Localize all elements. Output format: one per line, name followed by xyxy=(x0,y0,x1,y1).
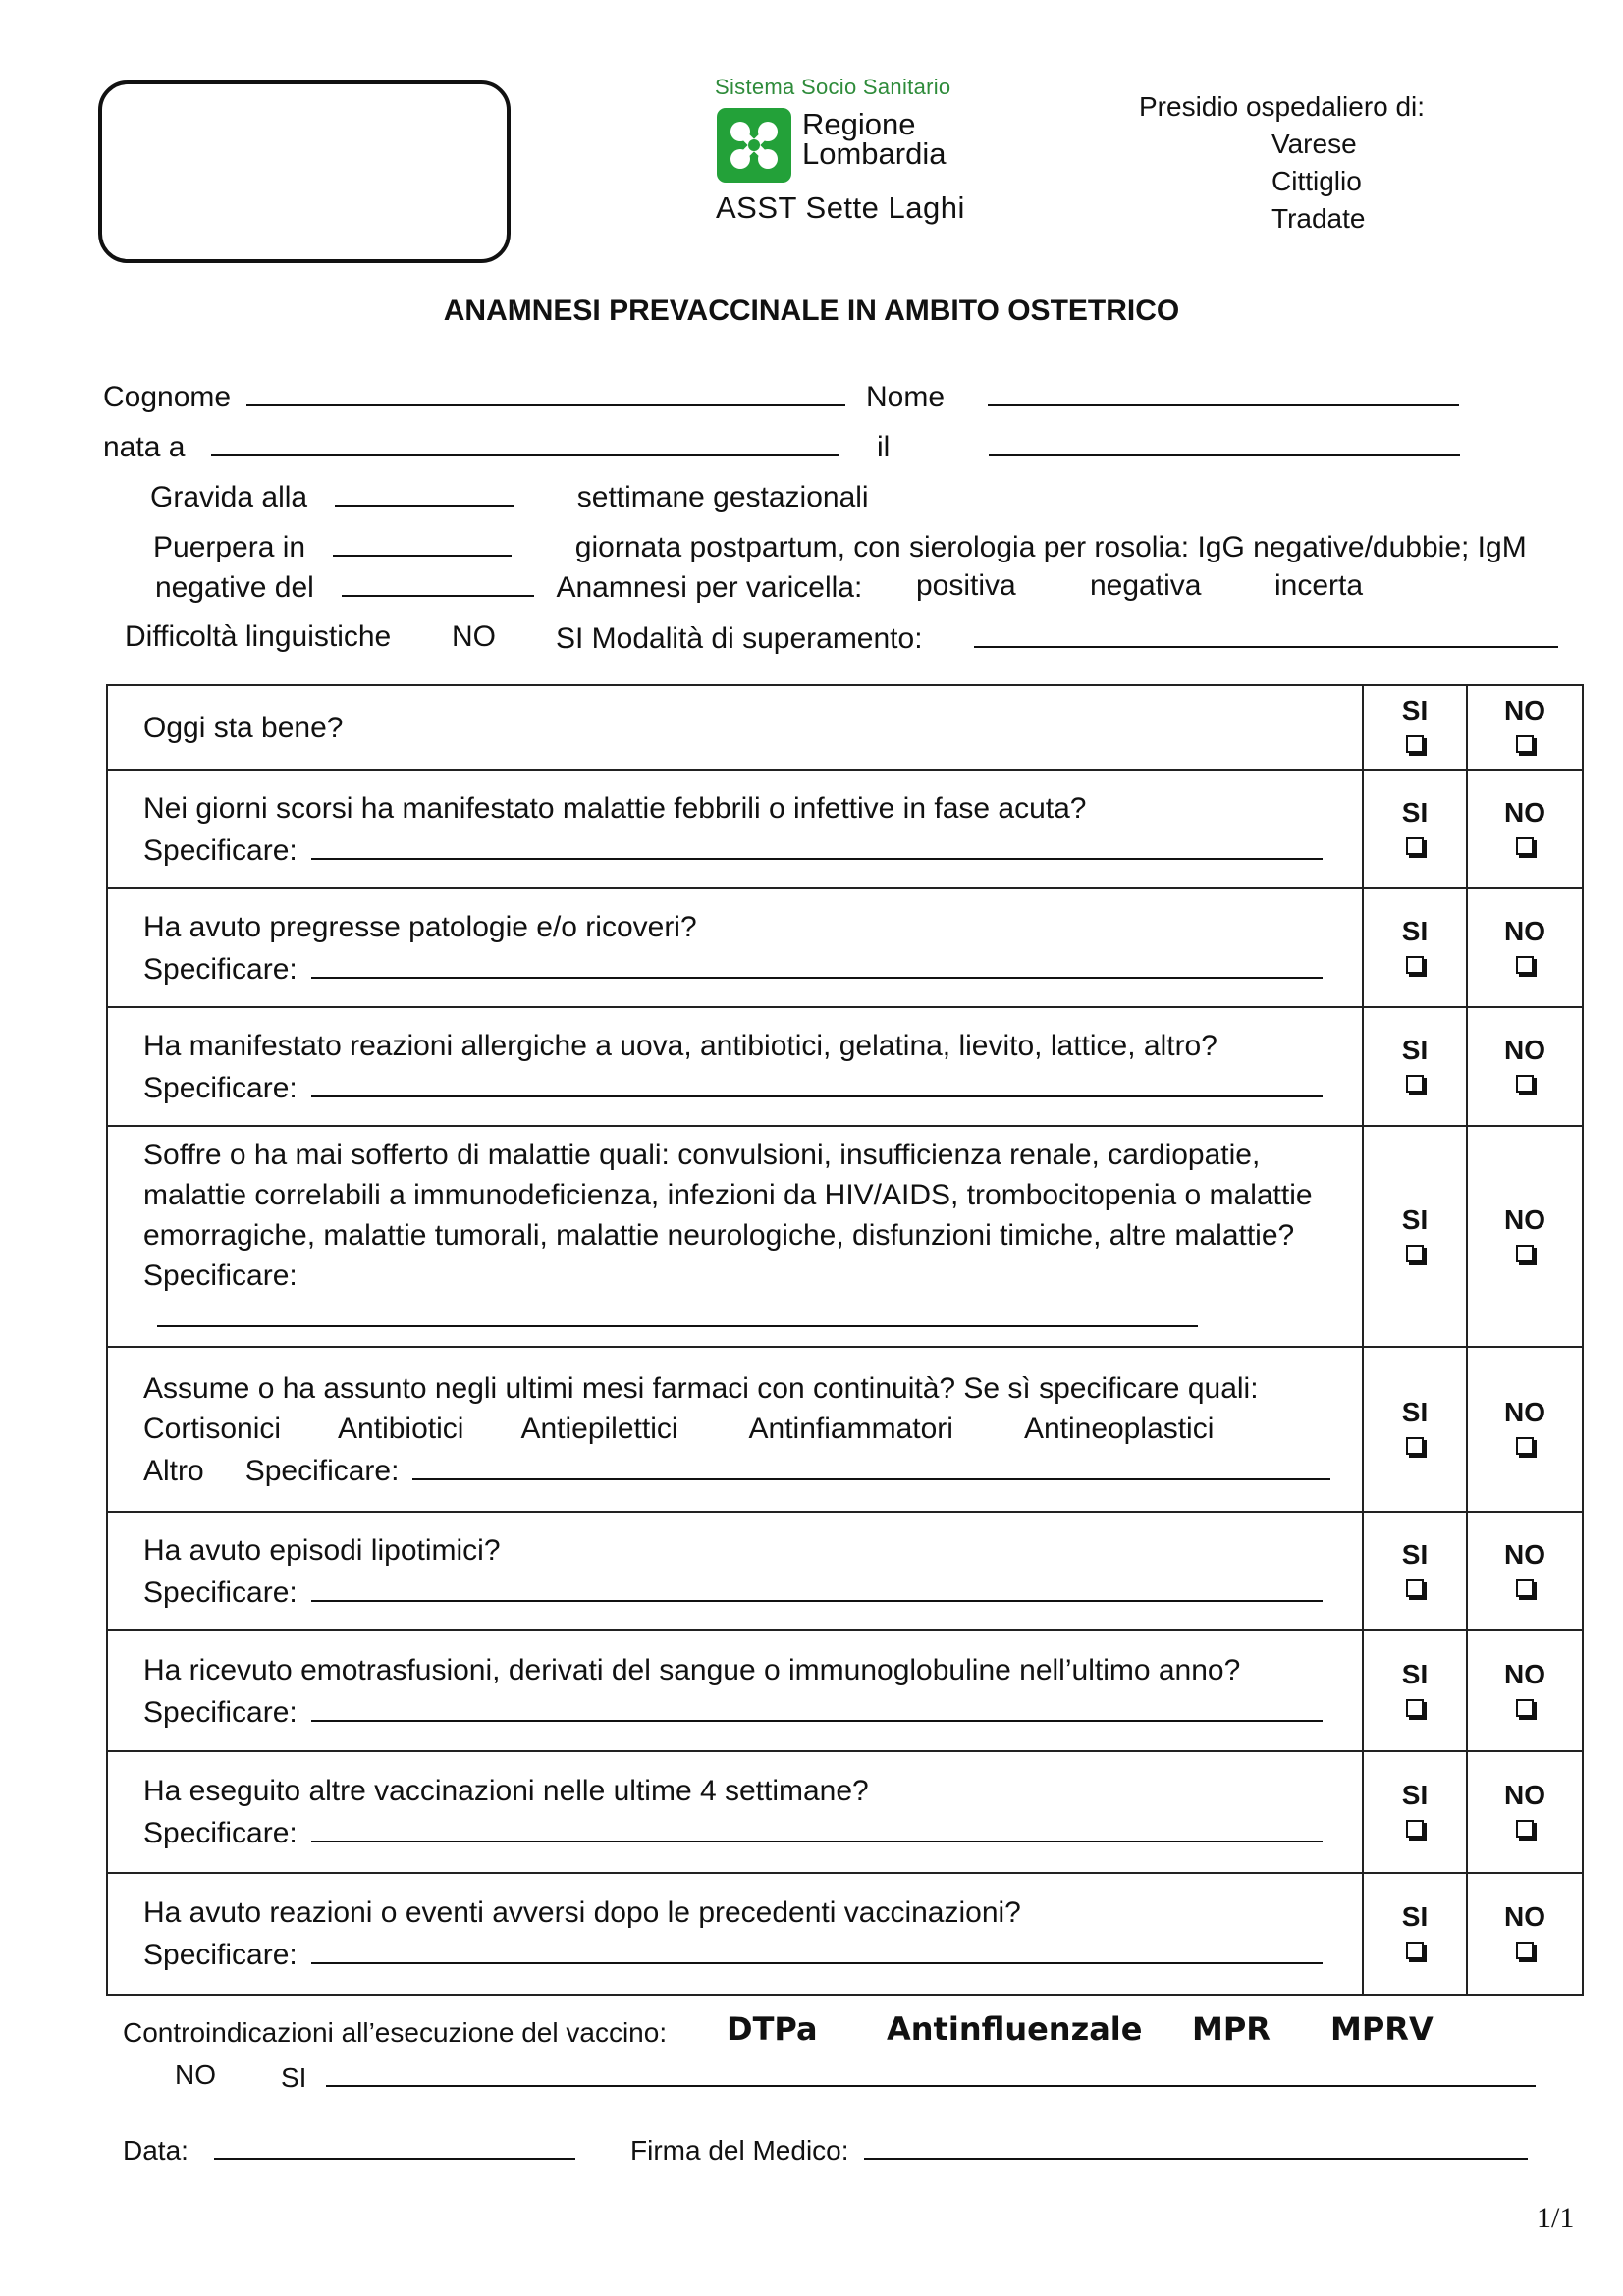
drug-option[interactable]: Antineoplastici xyxy=(1023,1412,1215,1445)
si-checkbox[interactable] xyxy=(1406,837,1424,855)
logo-region-line1: Regione xyxy=(802,107,916,141)
specify-row xyxy=(143,1449,1342,1491)
si-cell xyxy=(1363,1512,1467,1630)
difficolta-label: Difficoltà linguistiche xyxy=(125,620,392,653)
si-label: SI xyxy=(1401,695,1429,725)
no-label: NO xyxy=(1504,1658,1545,1689)
si-checkbox[interactable] xyxy=(1406,1437,1424,1455)
weeks-field[interactable] xyxy=(335,477,514,507)
question-text: Ha avuto reazioni o eventi avversi dopo le precedenti vaccinazioni? xyxy=(143,1896,1021,1929)
si-cell xyxy=(1363,1347,1467,1512)
si-checkbox[interactable] xyxy=(1406,1942,1424,1959)
question-row xyxy=(107,1347,1583,1512)
nome-label: Nome xyxy=(866,381,946,413)
no-label: NO xyxy=(1504,1203,1545,1235)
specify-label: Specificare: xyxy=(143,1575,298,1609)
vaccine-mpr[interactable]: MPR xyxy=(1192,2010,1271,2048)
hospital-site: Varese xyxy=(1271,129,1357,159)
question-row xyxy=(107,1630,1583,1751)
si-cell xyxy=(1363,770,1467,888)
si-cell xyxy=(1363,1751,1467,1873)
no-label: NO xyxy=(1504,695,1545,725)
si-cell xyxy=(1363,1126,1467,1347)
logo-tagline: Sistema Socio Sanitario xyxy=(715,75,951,99)
page-title: ANAMNESI PREVACCINALE IN AMBITO OSTETRICO xyxy=(443,294,1180,327)
negative-del-label: negative del xyxy=(155,571,314,604)
si-label: SI xyxy=(1401,1203,1429,1235)
question-text: Ha manifestato reazioni allergiche a uova, antibiotici, gelatina, lievito, lattice, altro? xyxy=(143,1029,1217,1062)
questionnaire-table xyxy=(106,684,1584,1996)
hospital-site: Cittiglio xyxy=(1271,166,1362,196)
specify-label: Specificare: xyxy=(143,1695,298,1729)
specify-label: Specificare: xyxy=(143,952,298,986)
si-cell xyxy=(1363,685,1467,770)
no-cell xyxy=(1467,1873,1583,1995)
patient-label-box xyxy=(98,80,511,263)
question-cell xyxy=(107,1630,1363,1751)
si-cell xyxy=(1363,1630,1467,1751)
specify-field[interactable] xyxy=(311,1811,1323,1842)
no-cell xyxy=(1467,1126,1583,1347)
question-row xyxy=(107,685,1583,770)
question-text: Soffre o ha mai sofferto di malattie quali: convulsioni, insufficienza renale, cardiopatie, xyxy=(143,1139,1261,1171)
igm-date-field[interactable] xyxy=(342,567,534,597)
specify-field[interactable] xyxy=(311,1690,1323,1722)
no-label: NO xyxy=(1504,915,1545,946)
page-number: 1/1 xyxy=(1537,2202,1575,2234)
birthdate-field[interactable] xyxy=(989,427,1460,456)
no-label: NO xyxy=(1504,1901,1545,1932)
no-label: NO xyxy=(1504,1034,1545,1065)
no-label: NO xyxy=(1504,796,1545,828)
no-checkbox[interactable] xyxy=(1516,956,1534,974)
specify-row xyxy=(143,947,1342,989)
specify-row xyxy=(143,1255,1342,1338)
modalita-label: SI Modalità di superamento: xyxy=(556,622,923,655)
regione-lombardia-mark-icon xyxy=(717,108,791,183)
hospital-site: Tradate xyxy=(1271,203,1366,234)
question-row xyxy=(107,1873,1583,1995)
specify-row xyxy=(143,1811,1342,1853)
si-label: SI xyxy=(1401,1780,1429,1810)
nata-a-label: nata a xyxy=(103,431,186,463)
question-cell xyxy=(107,1751,1363,1873)
hospital-heading: Presidio ospedaliero di: xyxy=(1139,91,1426,122)
question-text: Nei giorni scorsi ha manifestato malattie febbrili o infettive in fase acuta? xyxy=(143,791,1087,825)
no-checkbox[interactable] xyxy=(1516,1820,1534,1838)
no-label: NO xyxy=(1504,1397,1545,1427)
question-cell xyxy=(107,1347,1363,1512)
question-cell xyxy=(107,685,1363,770)
specify-label: Specificare: xyxy=(143,833,298,867)
specify-row xyxy=(143,1571,1342,1613)
question-text: Ha avuto episodi lipotimici? xyxy=(143,1533,501,1567)
no-cell xyxy=(1467,1512,1583,1630)
no-checkbox[interactable] xyxy=(1516,1579,1534,1597)
si-label: SI xyxy=(1401,1901,1429,1932)
no-checkbox[interactable] xyxy=(1516,1942,1534,1959)
si-cell xyxy=(1363,1007,1467,1126)
question-row xyxy=(107,1751,1583,1873)
question-row xyxy=(107,888,1583,1007)
varicella-option[interactable]: incerta xyxy=(1274,569,1364,602)
specify-field[interactable] xyxy=(311,1066,1323,1097)
question-text: Assume o ha assunto negli ultimi mesi farmaci con continuità? Se sì specificare quali: xyxy=(143,1371,1259,1405)
specify-label: Specificare: xyxy=(244,1454,400,1487)
no-cell xyxy=(1467,888,1583,1007)
no-checkbox[interactable] xyxy=(1516,1075,1534,1093)
drug-option[interactable]: Antinfiammatori xyxy=(748,1412,953,1445)
no-checkbox[interactable] xyxy=(1516,1699,1534,1717)
contraindications-label: Controindicazioni all’esecuzione del vaccino: xyxy=(123,2017,668,2048)
drug-option[interactable]: Antibiotici xyxy=(338,1412,464,1445)
gravida-label: Gravida alla xyxy=(150,481,308,513)
si-checkbox[interactable] xyxy=(1406,1699,1424,1717)
specify-label: Specificare: xyxy=(143,1259,298,1292)
settimane-label: settimane gestazionali xyxy=(576,481,869,513)
postpartum-day-field[interactable] xyxy=(333,527,512,557)
date-field[interactable] xyxy=(214,2130,575,2160)
si-cell xyxy=(1363,1873,1467,1995)
drug-option[interactable]: Antiepilettici xyxy=(520,1412,678,1445)
si-checkbox[interactable] xyxy=(1406,735,1424,753)
nome-field[interactable] xyxy=(988,377,1459,406)
no-checkbox[interactable] xyxy=(1516,837,1534,855)
si-checkbox[interactable] xyxy=(1406,1820,1424,1838)
specify-field[interactable] xyxy=(311,947,1323,979)
si-label: SI xyxy=(1401,1034,1429,1065)
modalita-field[interactable] xyxy=(974,618,1558,648)
si-checkbox[interactable] xyxy=(1406,1579,1424,1597)
si-checkbox[interactable] xyxy=(1406,1075,1424,1093)
vaccine-dtpa[interactable]: DTPa xyxy=(727,2010,818,2048)
question-row xyxy=(107,1512,1583,1630)
no-label: NO xyxy=(1504,1780,1545,1810)
birthplace-field[interactable] xyxy=(211,427,839,456)
specify-row xyxy=(143,1933,1342,1975)
specify-row xyxy=(143,828,1342,871)
specify-label: Specificare: xyxy=(143,1939,298,1971)
giornata-label: giornata postpartum, con sierologia per rosolia: IgG negative/dubbie; IgM xyxy=(574,531,1527,563)
difficolta-no-option[interactable]: NO xyxy=(452,620,496,653)
si-cell xyxy=(1363,888,1467,1007)
no-checkbox[interactable] xyxy=(1516,1437,1534,1455)
contra-no-option[interactable]: NO xyxy=(175,2059,216,2090)
specify-field[interactable] xyxy=(311,1933,1323,1964)
cognome-field[interactable] xyxy=(246,377,845,406)
question-cell xyxy=(107,1873,1363,1995)
cognome-label: Cognome xyxy=(103,381,232,413)
drug-options xyxy=(143,1409,1342,1449)
vaccine-mprv[interactable]: MPRV xyxy=(1330,2010,1434,2048)
si-checkbox[interactable] xyxy=(1406,956,1424,974)
no-cell xyxy=(1467,1751,1583,1873)
no-label: NO xyxy=(1504,1538,1545,1570)
data-label: Data: xyxy=(123,2135,189,2165)
si-checkbox[interactable] xyxy=(1406,1245,1424,1262)
question-text: emorragiche, malattie tumorali, malattie neurologiche, disfunzioni timiche, altre malattie? xyxy=(143,1219,1295,1252)
specify-field[interactable] xyxy=(311,828,1323,860)
varicella-option[interactable]: positiva xyxy=(916,569,1016,602)
no-checkbox[interactable] xyxy=(1516,1245,1534,1262)
firma-label: Firma del Medico: xyxy=(630,2135,849,2165)
question-row xyxy=(107,1126,1583,1347)
question-cell xyxy=(107,1007,1363,1126)
si-label: SI xyxy=(1401,1397,1429,1427)
specify-field[interactable] xyxy=(412,1449,1330,1480)
question-cell xyxy=(107,888,1363,1007)
specify-label: Specificare: xyxy=(143,1817,298,1849)
no-cell xyxy=(1467,1007,1583,1126)
question-text: Ha ricevuto emotrasfusioni, derivati del sangue o immunoglobuline nell’ultimo anno? xyxy=(143,1653,1241,1686)
no-checkbox[interactable] xyxy=(1516,735,1534,753)
specify-row xyxy=(143,1690,1342,1733)
question-text: Oggi sta bene? xyxy=(143,711,344,744)
hospital-sites xyxy=(1139,88,1512,238)
si-label: SI xyxy=(1401,915,1429,946)
no-cell xyxy=(1467,1347,1583,1512)
specify-label: Specificare: xyxy=(143,1071,298,1104)
vaccine-antinfluenzale[interactable]: Antinfluenzale xyxy=(887,2010,1143,2048)
regione-lombardia-logo xyxy=(712,75,987,232)
question-text: malattie correlabili a immunodeficienza, infezioni da HIV/AIDS, trombocitopenia o malattie xyxy=(143,1179,1313,1211)
no-cell xyxy=(1467,1630,1583,1751)
specify-row xyxy=(143,1066,1342,1108)
logo-region-line2: Lombardia xyxy=(802,136,947,171)
question-row xyxy=(107,1007,1583,1126)
question-cell xyxy=(107,1126,1363,1347)
il-label: il xyxy=(877,431,891,463)
si-label: SI xyxy=(1401,1538,1429,1570)
contra-si-field[interactable] xyxy=(326,2057,1536,2087)
specify-field[interactable] xyxy=(311,1571,1323,1602)
varicella-label: Anamnesi per varicella: xyxy=(556,571,863,604)
question-cell xyxy=(107,770,1363,888)
drug-option-altro[interactable]: Altro xyxy=(143,1454,204,1487)
si-label: SI xyxy=(1401,796,1429,828)
varicella-option[interactable]: negativa xyxy=(1090,569,1202,602)
puerpera-label: Puerpera in xyxy=(153,531,306,563)
signature-field[interactable] xyxy=(864,2130,1528,2160)
question-row xyxy=(107,770,1583,888)
drug-option[interactable]: Cortisonici xyxy=(143,1412,282,1445)
si-label: SI xyxy=(1401,1658,1429,1689)
no-cell xyxy=(1467,770,1583,888)
no-cell xyxy=(1467,685,1583,770)
question-cell xyxy=(107,1512,1363,1630)
logo-asst: ASST Sette Laghi xyxy=(716,190,965,225)
question-text: Ha eseguito altre vaccinazioni nelle ultime 4 settimane? xyxy=(143,1775,869,1807)
specify-field[interactable] xyxy=(157,1296,1198,1327)
question-text: Ha avuto pregresse patologie e/o ricoveri? xyxy=(143,910,697,943)
contra-si-option[interactable]: SI xyxy=(281,2062,307,2093)
